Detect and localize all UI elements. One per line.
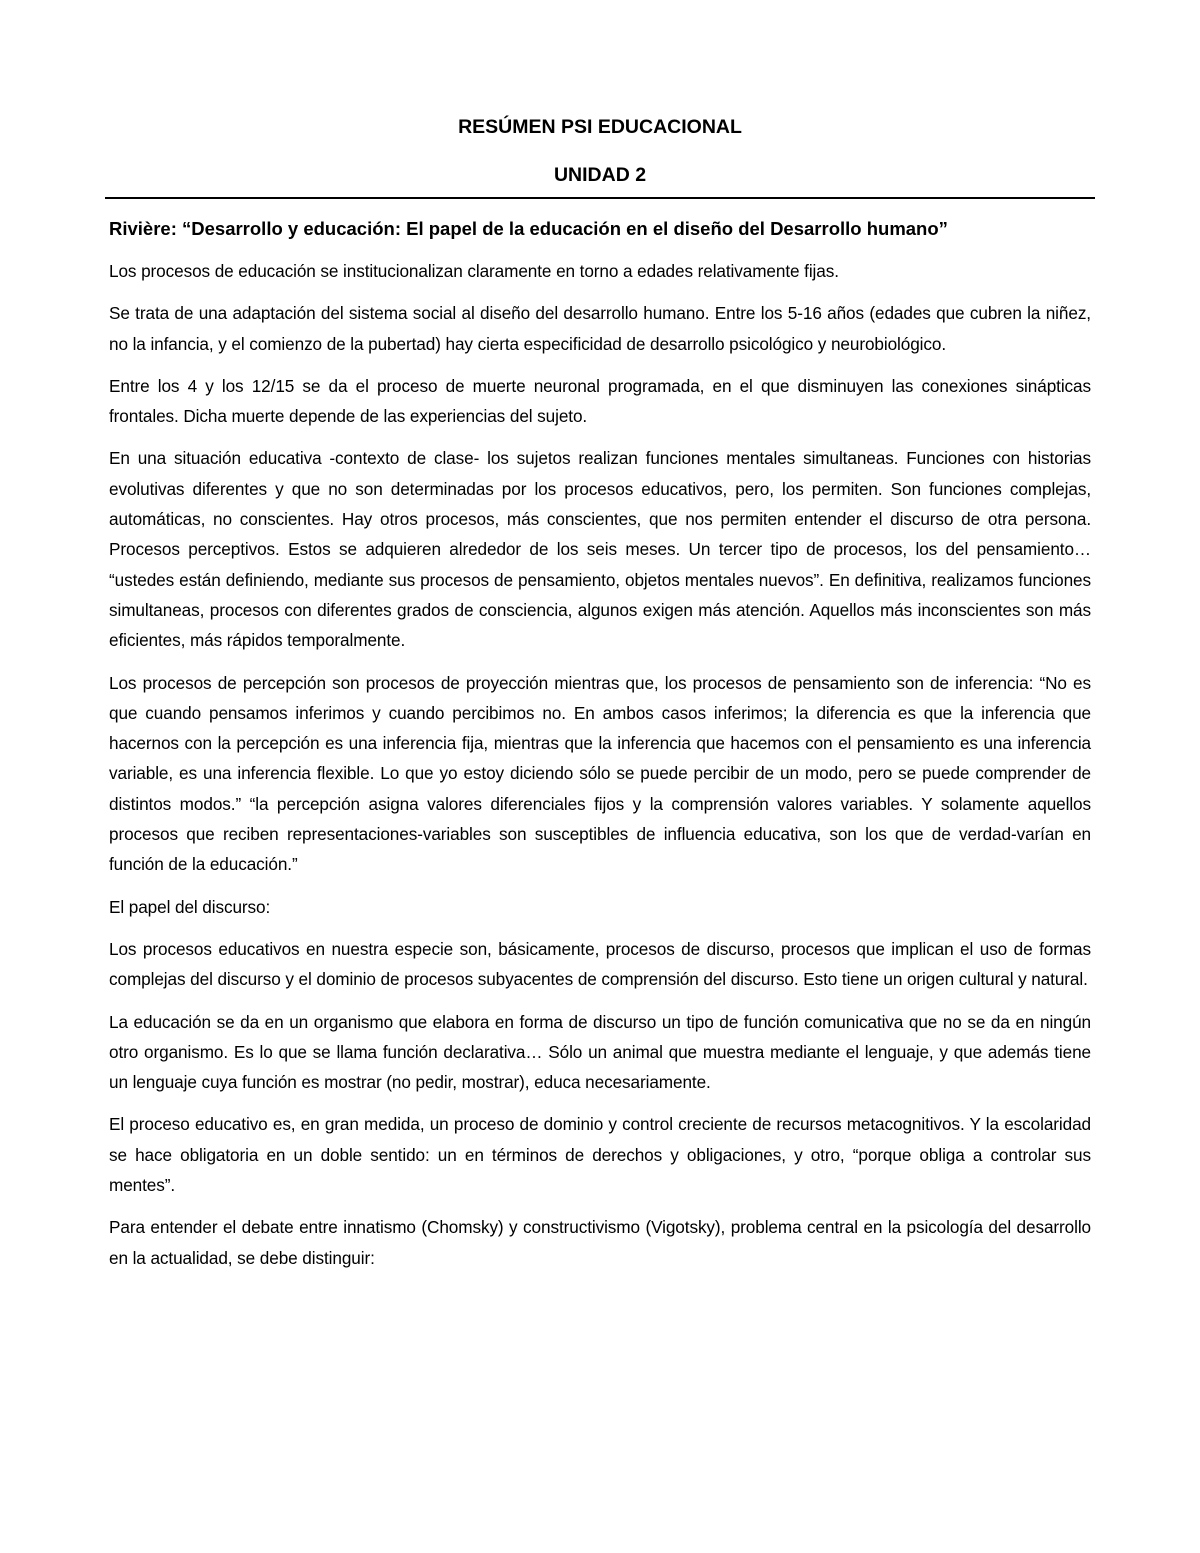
- paragraph: El proceso educativo es, en gran medida, un proceso de dominio y control creciente de recursos metacognitivos. Y la escolaridad se hace obligatoria en un doble sentido: un en términos de derechos y obligaciones, y otro, “porque obliga a controlar sus mentes”.: [109, 1114, 1091, 1196]
- section-heading: Rivière: “Desarrollo y educación: El papel de la educación en el diseño del Desarrollo humano”: [109, 218, 948, 239]
- paragraph: Los procesos de percepción son procesos de proyección mientras que, los procesos de pensamiento son de inferencia: “No es que cuando pensamos inferimos y cuando percibimos no. En ambos casos inferimos; la diferencia es que la inferencia que hacernos con la percepción es una inferencia fija, mientras que la inferencia que hacemos con el pensamiento es una inferencia variable, es una inferencia flexible. Lo que yo estoy diciendo sólo se puede percibir de un modo, pero se puede comprender de distintos modos.” “la percepción asigna valores diferenciales fijos y la comprensión valores variables. Y solamente aquellos procesos que reciben representaciones-variables son susceptibles de influencia educativa, son los que de verdad-varían en función de la educación.”: [109, 672, 1091, 875]
- paragraph: La educación se da en un organismo que elabora en forma de discurso un tipo de función comunicativa que no se da en ningún otro organismo. Es lo que se llama función declarativa… Sólo un animal que muestra mediante el lenguaje, y que además tiene un lenguaje cuya función es mostrar (no pedir, mostrar), educa necesariamente.: [109, 1011, 1091, 1093]
- document-title: RESÚMEN PSI EDUCACIONAL: [458, 116, 742, 138]
- document-subtitle: UNIDAD 2: [553, 164, 647, 186]
- paragraph: Los procesos educativos en nuestra especie son, básicamente, procesos de discurso, procesos que implican el uso de formas complejas del discurso y el dominio de procesos subyacentes de comprensión del discurso. Esto tiene un origen cultural y natural.: [109, 938, 1091, 990]
- paragraph: Los procesos de educación se institucionalizan claramente en torno a edades relativamente fijas.: [109, 261, 839, 281]
- paragraph: Entre los 4 y los 12/15 se da el proceso de muerte neuronal programada, en el que disminuyen las conexiones sinápticas frontales. Dicha muerte depende de las experiencias del sujeto.: [109, 375, 1091, 427]
- paragraph: En una situación educativa -contexto de clase- los sujetos realizan funciones mentales simultaneas. Funciones con historias evolutivas diferentes y que no son determinadas por los procesos educativos, pero, los permiten. Son funciones complejas, automáticas, no conscientes. Hay otros procesos, más conscientes, que nos permiten entender el discurso de otra persona. Procesos perceptivos. Estos se adquieren alrededor de los seis meses. Un tercer tipo de procesos, los del pensamiento… “ustedes están definiendo, mediante sus procesos de pensamiento, objetos mentales nuevos”. En definitiva, realizamos funciones simultaneas, procesos con diferentes grados de consciencia, algunos exigen más atención. Aquellos más inconscientes son más eficientes, más rápidos temporalmente.: [109, 448, 1091, 651]
- paragraph: Para entender el debate entre innatismo (Chomsky) y constructivismo (Vigotsky), problema central en la psicología del desarrollo en la actualidad, se debe distinguir:: [109, 1217, 1091, 1268]
- subsection-label: El papel del discurso:: [109, 896, 271, 917]
- horizontal-rule: [105, 197, 1095, 199]
- paragraph: Se trata de una adaptación del sistema social al diseño del desarrollo humano. Entre los 5-16 años (edades que cubren la niñez, no la infancia, y el comienzo de la pubertad) hay cierta especificidad de desarrollo psicológico y neurobiológico.: [109, 303, 1091, 354]
- document-body: [109, 112, 1091, 1273]
